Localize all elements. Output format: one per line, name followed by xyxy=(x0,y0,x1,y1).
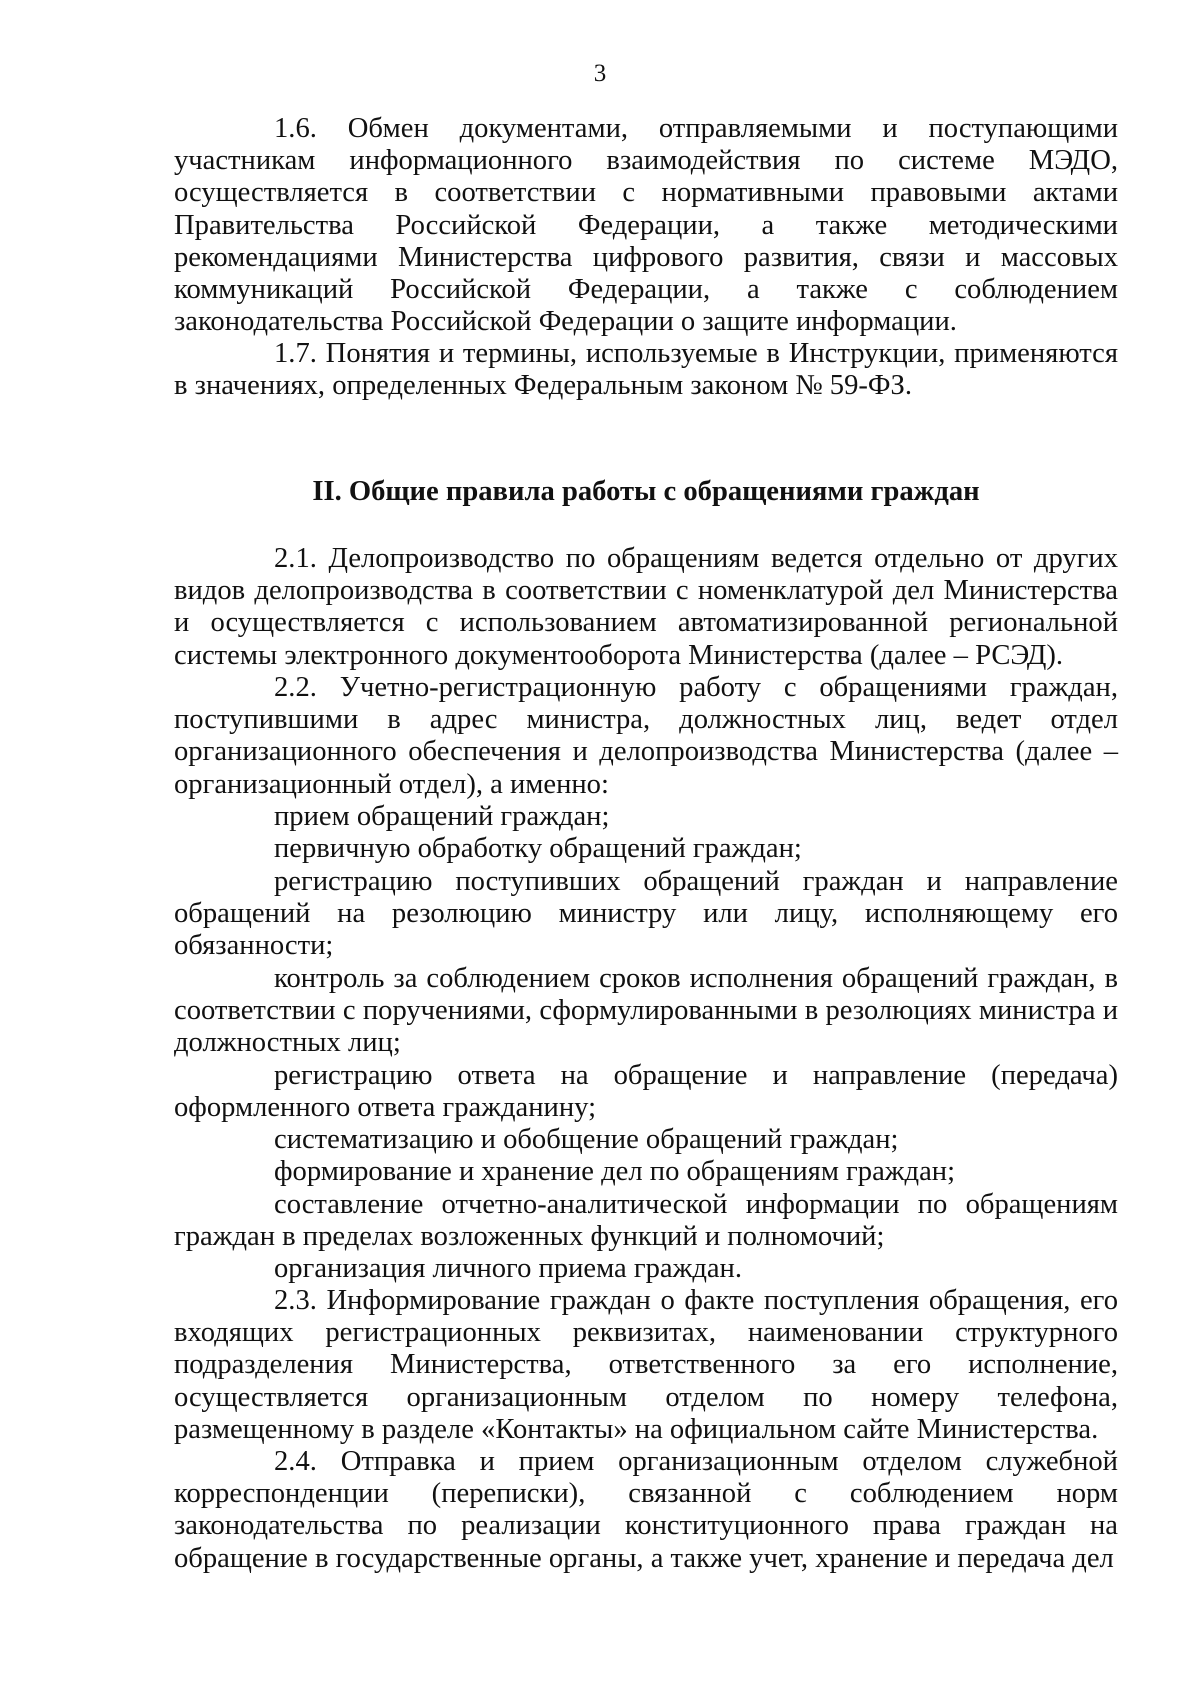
duty-item-systematization: систематизацию и обобщение обращений граждан; xyxy=(274,1124,899,1155)
duty-item-reception: прием обращений граждан; xyxy=(274,801,610,832)
paragraph-2-1: 2.1. Делопроизводство по обращениям ведется отдельно от других видов делопроизводства в соответствии с номенклатурой дел Министерства и осуществляется с использованием автоматизированной региональной системы электронного документооборота Министерства (далее – РСЭД). xyxy=(174,543,1118,671)
page-number: 3 xyxy=(593,60,607,87)
paragraph-2-3: 2.3. Информирование граждан о факте поступления обращения, его входящих регистрационных реквизитах, наименовании структурного подразделения Министерства, ответственного за его исполнение, осуществляется организационным отделом по номеру телефона, размещенному в разделе «Контакты» на официальном сайте Министерства. xyxy=(174,1285,1118,1445)
section-2-heading: II. Общие правила работы с обращениями граждан xyxy=(312,476,980,507)
duty-item-registration: регистрацию поступивших обращений граждан и направление обращений на резолюцию министру или лицу, исполняющему его обязанности; xyxy=(174,866,1118,962)
paragraph-1-6: 1.6. Обмен документами, отправляемыми и поступающими участникам информационного взаимодействия по системе МЭДО, осуществляется в соответствии с нормативными правовыми актами Правительства Российской Федерации, а также методическими рекомендациями Министерства цифрового развития, связи и массовых коммуникаций Российской Федерации, а также с соблюдением законодательства Российской Федерации о защите информации. xyxy=(174,113,1118,338)
duty-item-reply-registration: регистрацию ответа на обращение и направление (передача) оформленного ответа гражданину; xyxy=(174,1060,1118,1124)
duty-item-personal-reception: организация личного приема граждан. xyxy=(274,1253,743,1284)
duty-item-analytics: составление отчетно-аналитической информации по обращениям граждан в пределах возложенных функций и полномочий; xyxy=(174,1189,1118,1253)
paragraph-1-7: 1.7. Понятия и термины, используемые в Инструкции, применяются в значениях, определенных Федеральным законом № 59-ФЗ. xyxy=(174,338,1118,402)
duty-item-deadline-control: контроль за соблюдением сроков исполнения обращений граждан, в соответствии с поручениями, сформулированными в резолюциях министра и должностных лиц; xyxy=(174,963,1118,1059)
duty-item-case-storage: формирование и хранение дел по обращениям граждан; xyxy=(274,1156,956,1187)
paragraph-2-2: 2.2. Учетно-регистрационную работу с обращениями граждан, поступившими в адрес министра, должностных лиц, ведет отдел организационного обеспечения и делопроизводства Министерства (далее – организационный отдел), а именно: xyxy=(174,672,1118,800)
duty-item-initial-processing: первичную обработку обращений граждан; xyxy=(274,833,802,864)
paragraph-2-4: 2.4. Отправка и прием организационным отделом служебной корреспонденции (переписки), связанной с соблюдением норм законодательства по реализации конституционного права граждан на обращение в государственные органы, а также учет, хранение и передача дел xyxy=(174,1446,1118,1574)
